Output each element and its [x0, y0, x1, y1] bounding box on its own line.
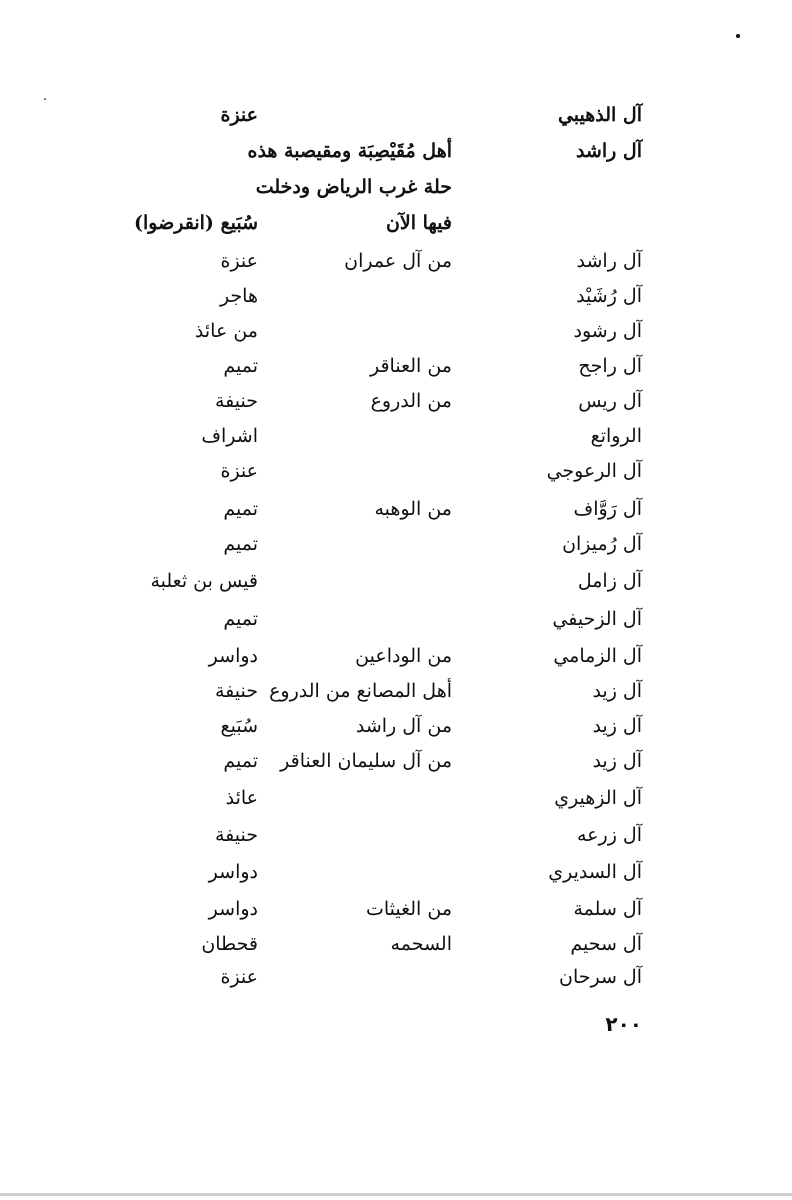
table-row: [0, 711, 792, 747]
table-row: [0, 456, 792, 492]
table-row: [0, 421, 792, 457]
family-tribe: اشراف: [201, 425, 258, 447]
table-row: [0, 386, 792, 422]
family-name: آل زامل: [577, 570, 642, 592]
family-tribe: حنيفة: [214, 680, 258, 702]
family-name: الرواتع: [590, 425, 642, 447]
family-name: آل راجح: [578, 355, 642, 377]
table-row: [0, 894, 792, 930]
table-row: [0, 351, 792, 387]
table-row: [0, 100, 792, 136]
family-branch: من آل سليمان العناقر: [280, 750, 452, 772]
family-branch: من آل عمران: [344, 250, 452, 272]
family-name: آل زيد: [592, 680, 642, 702]
family-name: آل زرعه: [577, 824, 642, 846]
family-tribe: سُبَيع (انقرضوا): [134, 212, 258, 234]
table-row: [0, 246, 792, 282]
family-tribe: قيس بن ثعلبة: [150, 570, 258, 592]
table-row: [0, 604, 792, 640]
family-tribe: عنزة: [220, 250, 258, 272]
family-tribe: حنيفة: [214, 824, 258, 846]
family-name: آل راشد: [575, 140, 642, 162]
family-branch: من الغيثات: [365, 898, 452, 920]
table-row: [0, 316, 792, 352]
family-name: آل زيد: [592, 715, 642, 737]
family-name: آل رُميزان: [562, 533, 642, 555]
family-branch: من الدروع: [370, 390, 452, 412]
page-number: ٢٠٠: [605, 1012, 642, 1036]
family-branch: من الوداعين: [355, 645, 452, 667]
table-row: [0, 172, 792, 208]
table-row: [0, 962, 792, 998]
family-branch: فيها الآن: [385, 212, 452, 234]
family-name: آل رشود: [573, 320, 642, 342]
family-name: آل رُشَيْد: [576, 285, 642, 307]
page-bottom-edge: [0, 1193, 792, 1196]
page-mark-dot: [736, 34, 740, 38]
family-name: آل رَوَّاف: [573, 498, 642, 520]
family-name: آل زيد: [592, 750, 642, 772]
family-branch: من العناقر: [369, 355, 452, 377]
family-tribe: عائذ: [225, 787, 258, 809]
family-name: آل سحيم: [570, 933, 642, 955]
family-name: آل الرعوجي: [546, 460, 642, 482]
family-tribe: من عائذ: [194, 320, 258, 342]
table-row: [0, 566, 792, 602]
family-tribe: دواسر: [208, 861, 258, 883]
family-tribe: دواسر: [208, 645, 258, 667]
family-branch: من الوهبه: [374, 498, 452, 520]
table-row: [0, 820, 792, 856]
family-branch: من آل راشد: [355, 715, 452, 737]
table-row: [0, 676, 792, 712]
table-row: [0, 641, 792, 677]
table-row: [0, 529, 792, 565]
table-row: [0, 857, 792, 893]
family-name: آل الزمامي: [553, 645, 642, 667]
table-row: [0, 929, 792, 965]
family-name: آل راشد: [576, 250, 642, 272]
family-name: آل الذهيبي: [557, 104, 642, 126]
family-tribe: تميم: [223, 533, 258, 555]
family-tribe: تميم: [223, 750, 258, 772]
table-row: [0, 136, 792, 172]
table-row: [0, 208, 792, 244]
family-tribe: سُبَيع: [220, 715, 258, 737]
family-tribe: هاجر: [219, 285, 258, 307]
family-tribe: تميم: [223, 498, 258, 520]
family-tribe: قحطان: [201, 933, 258, 955]
table-row: [0, 494, 792, 530]
family-name: آل سرحان: [558, 966, 642, 988]
table-row: [0, 281, 792, 317]
family-branch: السحمه: [390, 933, 452, 955]
family-tribe: عنزة: [220, 966, 258, 988]
family-branch: أهل مُقَيْصِبَة ومقيصبة هذه: [247, 140, 452, 162]
family-name: آل الزهيري: [554, 787, 642, 809]
family-tribe: عنزة: [220, 104, 258, 126]
table-row: [0, 783, 792, 819]
family-tribe: تميم: [223, 355, 258, 377]
family-name: آل سلمة: [573, 898, 642, 920]
family-tribe: عنزة: [220, 460, 258, 482]
family-branch: حلة غرب الرياض ودخلت: [255, 176, 452, 198]
table-row: [0, 746, 792, 782]
family-name: آل الزحيفي: [552, 608, 642, 630]
family-branch: أهل المصانع من الدروع: [269, 680, 452, 702]
family-tribe: دواسر: [208, 898, 258, 920]
family-name: آل السديري: [548, 861, 642, 883]
family-tribe: حنيفة: [214, 390, 258, 412]
family-tribe: تميم: [223, 608, 258, 630]
family-name: آل ريس: [578, 390, 642, 412]
